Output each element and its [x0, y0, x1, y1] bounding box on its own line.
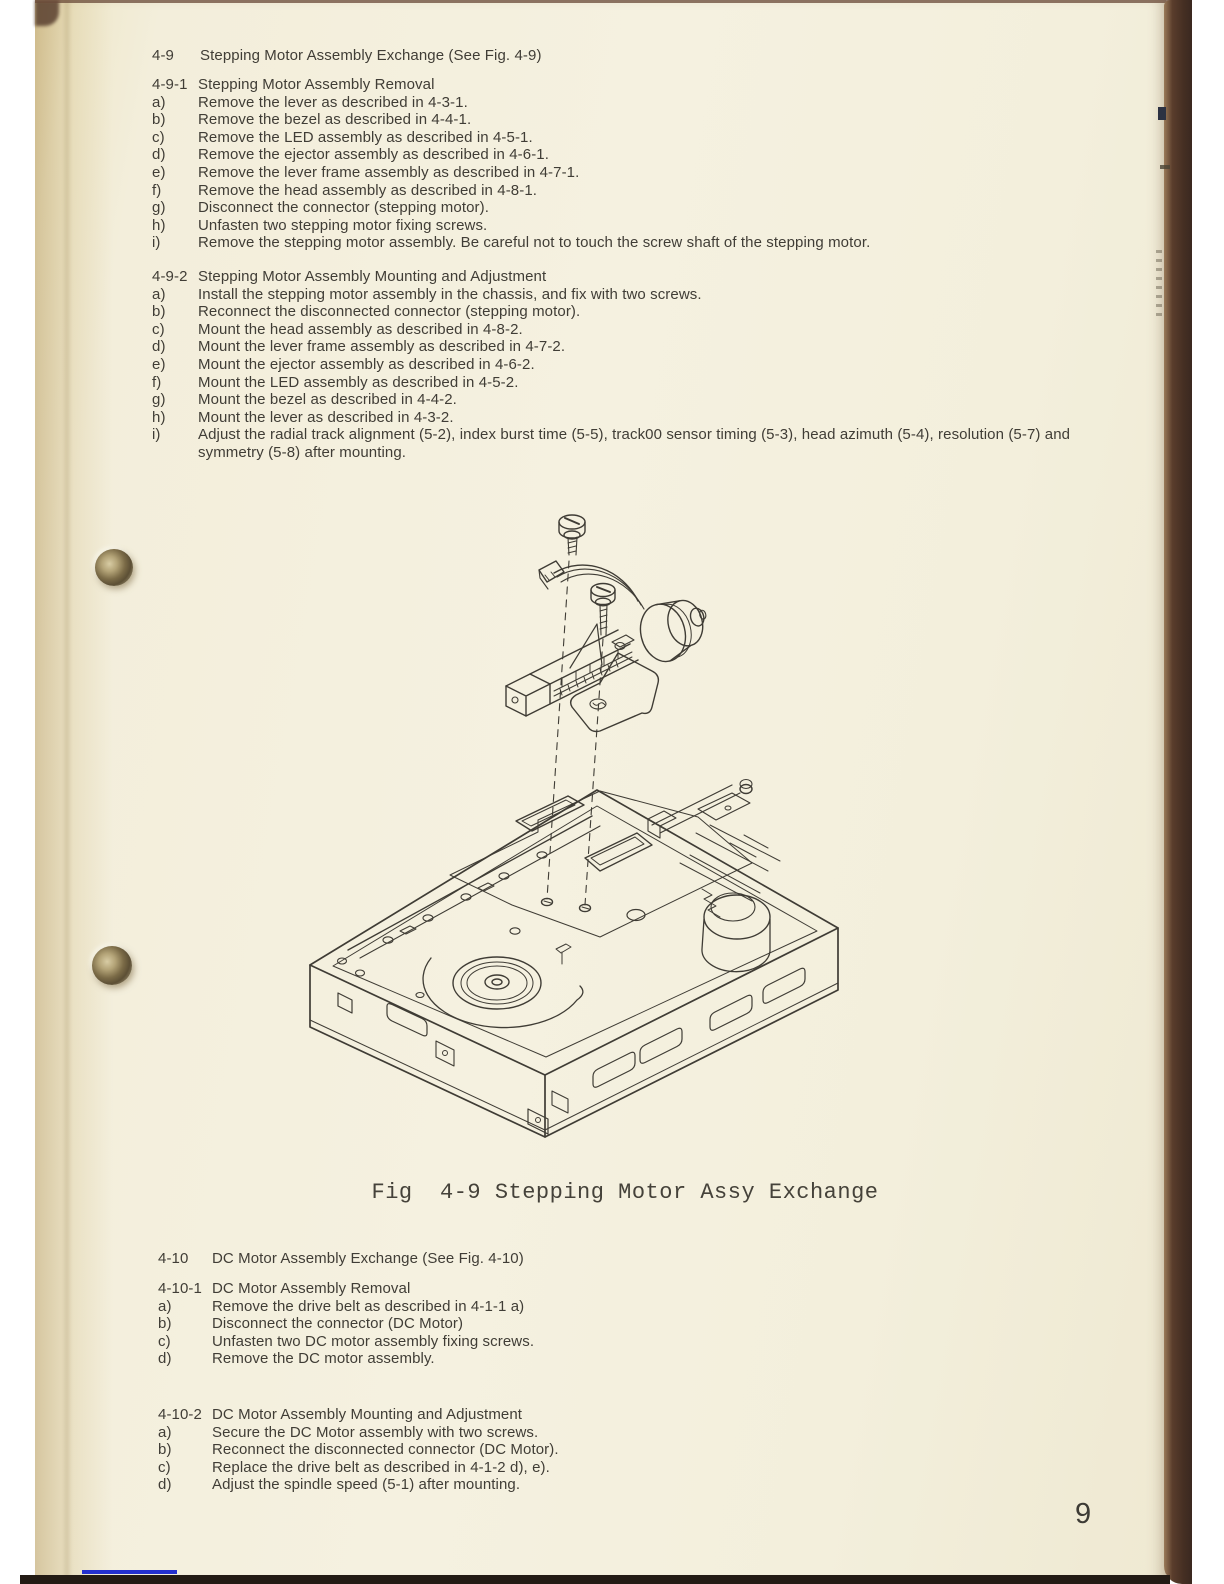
step-label: a) [158, 1297, 172, 1315]
blue-pen-mark [82, 1570, 177, 1574]
step-text: Remove the ejector assembly as described in 4-6-1. [198, 146, 549, 164]
screw-icon [559, 515, 585, 555]
procedure-step [158, 1315, 1098, 1333]
section-4-9 [152, 47, 1102, 65]
step-label: h) [152, 216, 166, 234]
step-label: f) [152, 181, 162, 199]
step-text: Remove the bezel as described in 4-4-1. [198, 111, 472, 129]
step-text: Secure the DC Motor assembly with two screws. [212, 1423, 539, 1441]
page-number: 9 [1075, 1498, 1092, 1530]
subsection-title: Stepping Motor Assembly Removal [198, 76, 435, 93]
procedure-step [152, 234, 1102, 252]
step-label: a) [152, 285, 166, 303]
step-label: g) [152, 391, 166, 409]
step-label: d) [152, 146, 166, 164]
step-text: Unfasten two DC motor assembly fixing screws. [212, 1332, 535, 1350]
step-text: Reconnect the disconnected connector (DC Motor). [212, 1441, 559, 1459]
punch-hole [95, 549, 133, 586]
section-title: Stepping Motor Assembly Exchange (See Fig. 4-9) [200, 47, 542, 64]
subsection-4-9-2 [152, 268, 1102, 462]
step-label: b) [152, 111, 166, 129]
step-text: Remove the head assembly as described in 4-8-1. [198, 181, 538, 199]
step-text: Mount the ejector assembly as described in 4-6-2. [198, 355, 535, 373]
procedure-step [152, 217, 1102, 235]
section-heading [152, 47, 1102, 65]
subsection-heading [152, 76, 1102, 94]
step-text: Mount the LED assembly as described in 4-5-2. [198, 373, 519, 391]
step-label: b) [158, 1441, 172, 1459]
procedure-step [152, 426, 1102, 461]
section-heading [158, 1250, 1098, 1268]
scan-bottom-bar [20, 1575, 1170, 1584]
step-label: c) [152, 320, 165, 338]
step-text: Unfasten two stepping motor fixing screws. [198, 216, 488, 234]
paper-left-shadow [35, 0, 113, 1584]
subsection-4-9-1 [152, 76, 1102, 252]
scan-edge-line [35, 0, 1192, 3]
procedure-step [158, 1298, 1098, 1316]
step-text: Disconnect the connector (stepping motor). [198, 199, 490, 217]
procedure-step [152, 199, 1102, 217]
step-text: Remove the LED assembly as described in 4-5-1. [198, 128, 533, 146]
step-label: i) [152, 426, 161, 444]
drive-chassis [310, 780, 838, 1138]
procedure-step [152, 391, 1102, 409]
stepping-motor-body [635, 594, 715, 667]
step-label: g) [152, 199, 166, 217]
subsection-number: 4-9-1 [152, 76, 188, 93]
figure-caption: Fig 4-9 Stepping Motor Assy Exchange [371, 1180, 879, 1205]
step-text: Remove the lever frame assembly as described in 4-7-1. [198, 163, 580, 181]
step-label: d) [152, 338, 166, 356]
subsection-heading [158, 1406, 1098, 1424]
scan-artifact [1156, 250, 1162, 322]
section-title: DC Motor Assembly Exchange (See Fig. 4-10) [212, 1250, 524, 1267]
procedure-step [158, 1441, 1098, 1459]
subsection-4-10-2 [158, 1406, 1098, 1494]
procedure-step [152, 303, 1102, 321]
paper-crease [65, 0, 69, 1584]
step-label: e) [152, 355, 166, 373]
step-label: c) [158, 1458, 171, 1476]
installed-stepping-motor [680, 835, 770, 972]
step-text: Mount the lever frame assembly as described in 4-7-2. [198, 338, 566, 356]
ribbon-cable [539, 561, 644, 609]
scan-artifact [1160, 165, 1170, 169]
stepping-motor-assembly [506, 624, 658, 732]
step-label: d) [158, 1476, 172, 1494]
section-number: 4-9 [152, 47, 174, 64]
procedure-step [158, 1476, 1098, 1494]
procedure-step [152, 164, 1102, 182]
procedure-step [152, 409, 1102, 427]
procedure-step [152, 146, 1102, 164]
procedure-step [152, 374, 1102, 392]
step-label: h) [152, 408, 166, 426]
step-label: a) [158, 1423, 172, 1441]
subsection-title: DC Motor Assembly Mounting and Adjustment [212, 1406, 523, 1423]
step-text: Replace the drive belt as described in 4-1-2 d), e). [212, 1458, 550, 1476]
subsection-number: 4-10-2 [158, 1406, 202, 1423]
subsection-heading [158, 1280, 1098, 1298]
step-text: Remove the lever as described in 4-3-1. [198, 93, 468, 111]
section-4-10 [158, 1250, 1098, 1268]
step-label: d) [158, 1350, 172, 1368]
step-label: i) [152, 234, 161, 252]
procedure-step [152, 111, 1102, 129]
scan-artifact [1158, 107, 1166, 120]
punch-hole [92, 946, 132, 985]
step-label: c) [158, 1332, 171, 1350]
step-label: b) [152, 303, 166, 321]
subsection-number: 4-10-1 [158, 1280, 202, 1297]
procedure-step [152, 356, 1102, 374]
procedure-step [158, 1350, 1098, 1368]
step-label: f) [152, 373, 162, 391]
procedure-step [152, 286, 1102, 304]
procedure-step [158, 1333, 1098, 1351]
section-number: 4-10 [158, 1250, 189, 1267]
step-text: Reconnect the disconnected connector (stepping motor). [198, 303, 581, 321]
step-text: Install the stepping motor assembly in the chassis, and fix with two screws. [198, 285, 702, 303]
procedure-step [152, 129, 1102, 147]
step-text: Adjust the radial track alignment (5-2), index burst time (5-5), track00 sensor timing (5-3), head azimuth (5-4), resolution (5-7) and symmetry (5-8) after mounting. [198, 426, 1071, 461]
step-text: Disconnect the connector (DC Motor) [212, 1315, 464, 1333]
procedure-step [158, 1459, 1098, 1477]
step-text: Mount the bezel as described in 4-4-2. [198, 391, 457, 409]
paper-sheet [35, 0, 1166, 1584]
figure-4-9-drawing [300, 503, 860, 1163]
step-text: Mount the head assembly as described in 4-8-2. [198, 320, 523, 338]
step-label: b) [158, 1315, 172, 1333]
step-text: Remove the drive belt as described in 4-1-1 a) [212, 1297, 525, 1315]
step-text: Mount the lever as described in 4-3-2. [198, 408, 454, 426]
subsection-number: 4-9-2 [152, 268, 188, 285]
procedure-step [158, 1424, 1098, 1442]
step-label: c) [152, 128, 165, 146]
subsection-heading [152, 268, 1102, 286]
procedure-step [152, 338, 1102, 356]
subsection-title: Stepping Motor Assembly Mounting and Adjustment [198, 268, 547, 285]
procedure-step [152, 94, 1102, 112]
step-text: Remove the DC motor assembly. [212, 1350, 435, 1368]
subsection-title: DC Motor Assembly Removal [212, 1280, 411, 1297]
step-label: a) [152, 93, 166, 111]
step-text: Adjust the spindle speed (5-1) after mounting. [212, 1476, 521, 1494]
step-text: Remove the stepping motor assembly. Be careful not to touch the screw shaft of the stepping motor. [198, 234, 871, 252]
step-label: e) [152, 163, 166, 181]
procedure-step [152, 321, 1102, 339]
subsection-4-10-1 [158, 1280, 1098, 1368]
binding-edge [1164, 0, 1192, 1584]
procedure-step [152, 182, 1102, 200]
